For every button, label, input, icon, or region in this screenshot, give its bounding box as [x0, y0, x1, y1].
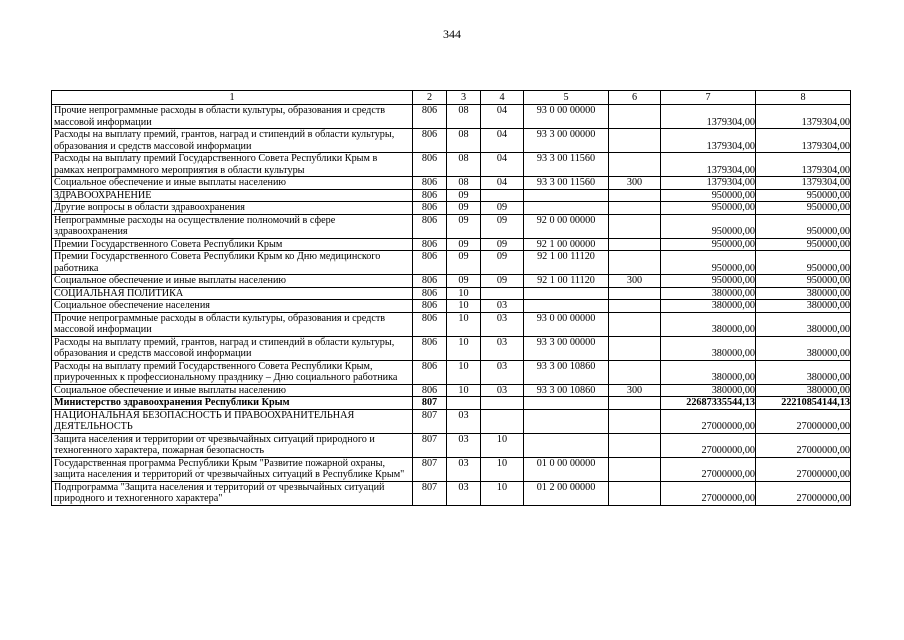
row-name-cell: Социальное обеспечение и иные выплаты населению: [52, 384, 413, 397]
expense-type-cell: [609, 214, 661, 238]
expense-type-cell: [609, 409, 661, 433]
table-row: [52, 287, 851, 300]
admin-code-cell: 806: [413, 336, 447, 360]
row-name-cell: Защита населения и территории от чрезвычайных ситуаций природного и техногенного характера, пожарная безопасность: [52, 433, 413, 457]
target-article-cell: [524, 409, 609, 433]
amount-year2-cell: 950000,00: [756, 238, 851, 251]
amount-year2-cell: 1379304,00: [756, 177, 851, 190]
expense-type-cell: 300: [609, 384, 661, 397]
amount-year2-cell: 27000000,00: [756, 433, 851, 457]
admin-code-cell: 806: [413, 300, 447, 313]
target-article-cell: 92 1 00 00000: [524, 238, 609, 251]
amount-year2-cell: 1379304,00: [756, 129, 851, 153]
section-code-cell: 09: [447, 202, 481, 215]
target-article-cell: 93 3 00 00000: [524, 129, 609, 153]
admin-code-cell: 806: [413, 153, 447, 177]
row-name-cell: Премии Государственного Совета Республики Крым ко Дню медицинского работника: [52, 251, 413, 275]
expense-type-cell: [609, 397, 661, 410]
row-name-cell: НАЦИОНАЛЬНАЯ БЕЗОПАСНОСТЬ И ПРАВООХРАНИТЕЛЬНАЯ ДЕЯТЕЛЬНОСТЬ: [52, 409, 413, 433]
admin-code-cell: 806: [413, 312, 447, 336]
admin-code-cell: 806: [413, 251, 447, 275]
section-code-cell: 03: [447, 481, 481, 505]
subsection-code-cell: 10: [481, 481, 524, 505]
table-row: [52, 129, 851, 153]
column-header: 1: [52, 91, 413, 105]
admin-code-cell: 807: [413, 481, 447, 505]
admin-code-cell: 806: [413, 129, 447, 153]
subsection-code-cell: [481, 397, 524, 410]
section-code-cell: 09: [447, 214, 481, 238]
amount-year1-cell: 950000,00: [661, 251, 756, 275]
subsection-code-cell: [481, 287, 524, 300]
subsection-code-cell: 03: [481, 384, 524, 397]
amount-year2-cell: 950000,00: [756, 251, 851, 275]
section-code-cell: 10: [447, 312, 481, 336]
section-code-cell: 08: [447, 129, 481, 153]
amount-year1-cell: 950000,00: [661, 275, 756, 288]
expense-type-cell: [609, 312, 661, 336]
amount-year1-cell: 950000,00: [661, 214, 756, 238]
subsection-code-cell: 09: [481, 251, 524, 275]
table-row: [52, 433, 851, 457]
subsection-code-cell: 09: [481, 238, 524, 251]
target-article-cell: 93 0 00 00000: [524, 105, 609, 129]
amount-year2-cell: 27000000,00: [756, 409, 851, 433]
target-article-cell: 93 3 00 11560: [524, 153, 609, 177]
row-name-cell: Расходы на выплату премий Государственного Совета Республики Крым, приуроченных к профессиональному празднику – Дню социального работника: [52, 360, 413, 384]
page-number: 344: [443, 27, 461, 41]
amount-year2-cell: 22210854144,13: [756, 397, 851, 410]
expense-type-cell: [609, 300, 661, 313]
subsection-code-cell: 04: [481, 105, 524, 129]
row-name-cell: Подпрограмма "Защита населения и территорий от чрезвычайных ситуаций природного и техногенного характера": [52, 481, 413, 505]
table-row: [52, 105, 851, 129]
table-row: [52, 251, 851, 275]
target-article-cell: 93 0 00 00000: [524, 312, 609, 336]
admin-code-cell: 806: [413, 384, 447, 397]
target-article-cell: 01 2 00 00000: [524, 481, 609, 505]
amount-year2-cell: 1379304,00: [756, 105, 851, 129]
amount-year1-cell: 1379304,00: [661, 177, 756, 190]
expense-type-cell: [609, 189, 661, 202]
amount-year1-cell: 27000000,00: [661, 481, 756, 505]
amount-year1-cell: 380000,00: [661, 312, 756, 336]
column-header: 5: [524, 91, 609, 105]
expense-type-cell: [609, 129, 661, 153]
amount-year1-cell: 1379304,00: [661, 105, 756, 129]
amount-year2-cell: 950000,00: [756, 189, 851, 202]
target-article-cell: 93 3 00 10860: [524, 384, 609, 397]
target-article-cell: 92 1 00 11120: [524, 251, 609, 275]
section-code-cell: 10: [447, 300, 481, 313]
column-header: 3: [447, 91, 481, 105]
section-code-cell: 10: [447, 336, 481, 360]
amount-year1-cell: 380000,00: [661, 360, 756, 384]
table-row: [52, 275, 851, 288]
amount-year2-cell: 380000,00: [756, 384, 851, 397]
amount-year1-cell: 27000000,00: [661, 433, 756, 457]
table-row: [52, 384, 851, 397]
table-row: [52, 238, 851, 251]
admin-code-cell: 806: [413, 189, 447, 202]
expense-type-cell: [609, 153, 661, 177]
row-name-cell: ЗДРАВООХРАНЕНИЕ: [52, 189, 413, 202]
expense-type-cell: [609, 360, 661, 384]
section-code-cell: 09: [447, 238, 481, 251]
table-row: [52, 336, 851, 360]
amount-year1-cell: 380000,00: [661, 287, 756, 300]
section-code-cell: 03: [447, 433, 481, 457]
column-header: 4: [481, 91, 524, 105]
admin-code-cell: 807: [413, 457, 447, 481]
admin-code-cell: 806: [413, 238, 447, 251]
subsection-code-cell: 04: [481, 129, 524, 153]
row-name-cell: Прочие непрограммные расходы в области культуры, образования и средств массовой информации: [52, 312, 413, 336]
column-header: 6: [609, 91, 661, 105]
table-row: [52, 481, 851, 505]
target-article-cell: 92 1 00 11120: [524, 275, 609, 288]
amount-year1-cell: 1379304,00: [661, 153, 756, 177]
row-name-cell: СОЦИАЛЬНАЯ ПОЛИТИКА: [52, 287, 413, 300]
row-name-cell: Социальное обеспечение и иные выплаты населению: [52, 177, 413, 190]
table-row: [52, 397, 851, 410]
column-header: 8: [756, 91, 851, 105]
expense-type-cell: [609, 287, 661, 300]
expense-type-cell: 300: [609, 177, 661, 190]
row-name-cell: Социальное обеспечение и иные выплаты населению: [52, 275, 413, 288]
amount-year2-cell: 380000,00: [756, 360, 851, 384]
subsection-code-cell: 09: [481, 202, 524, 215]
amount-year2-cell: 380000,00: [756, 336, 851, 360]
amount-year1-cell: 950000,00: [661, 189, 756, 202]
section-code-cell: 10: [447, 360, 481, 384]
table-row: [52, 300, 851, 313]
section-code-cell: 10: [447, 384, 481, 397]
target-article-cell: [524, 189, 609, 202]
subsection-code-cell: 10: [481, 457, 524, 481]
target-article-cell: 93 3 00 00000: [524, 336, 609, 360]
amount-year1-cell: 950000,00: [661, 238, 756, 251]
target-article-cell: 93 3 00 11560: [524, 177, 609, 190]
amount-year2-cell: 380000,00: [756, 300, 851, 313]
amount-year1-cell: 1379304,00: [661, 129, 756, 153]
table-row: [52, 202, 851, 215]
target-article-cell: [524, 202, 609, 215]
subsection-code-cell: 03: [481, 336, 524, 360]
row-name-cell: Государственная программа Республики Крым "Развитие пожарной охраны, защита населения и территорий от чрезвычайных ситуаций в Республике Крым": [52, 457, 413, 481]
amount-year1-cell: 380000,00: [661, 384, 756, 397]
amount-year2-cell: 27000000,00: [756, 457, 851, 481]
expense-type-cell: [609, 457, 661, 481]
section-code-cell: 08: [447, 153, 481, 177]
subsection-code-cell: [481, 189, 524, 202]
row-name-cell: Министерство здравоохранения Республики Крым: [52, 397, 413, 410]
table-row: [52, 409, 851, 433]
section-code-cell: 09: [447, 189, 481, 202]
expense-type-cell: 300: [609, 275, 661, 288]
target-article-cell: [524, 300, 609, 313]
expense-type-cell: [609, 433, 661, 457]
target-article-cell: [524, 397, 609, 410]
amount-year1-cell: 22687335544,13: [661, 397, 756, 410]
admin-code-cell: 807: [413, 409, 447, 433]
admin-code-cell: 806: [413, 202, 447, 215]
section-code-cell: 03: [447, 457, 481, 481]
amount-year1-cell: 380000,00: [661, 336, 756, 360]
expense-type-cell: [609, 202, 661, 215]
subsection-code-cell: 10: [481, 433, 524, 457]
subsection-code-cell: 09: [481, 275, 524, 288]
section-code-cell: 10: [447, 287, 481, 300]
amount-year1-cell: 27000000,00: [661, 409, 756, 433]
subsection-code-cell: 04: [481, 177, 524, 190]
expense-type-cell: [609, 105, 661, 129]
amount-year2-cell: 1379304,00: [756, 153, 851, 177]
section-code-cell: 03: [447, 409, 481, 433]
table-row: [52, 360, 851, 384]
column-header: 7: [661, 91, 756, 105]
expense-type-cell: [609, 336, 661, 360]
admin-code-cell: 806: [413, 287, 447, 300]
table-row: [52, 214, 851, 238]
row-name-cell: Расходы на выплату премий Государственного Совета Республики Крым в рамках непрограммного мероприятия в области культуры: [52, 153, 413, 177]
row-name-cell: Другие вопросы в области здравоохранения: [52, 202, 413, 215]
amount-year2-cell: 27000000,00: [756, 481, 851, 505]
amount-year1-cell: 950000,00: [661, 202, 756, 215]
column-header: 2: [413, 91, 447, 105]
subsection-code-cell: 09: [481, 214, 524, 238]
subsection-code-cell: 04: [481, 153, 524, 177]
amount-year2-cell: 380000,00: [756, 287, 851, 300]
subsection-code-cell: 03: [481, 360, 524, 384]
section-code-cell: 08: [447, 177, 481, 190]
table-row: [52, 457, 851, 481]
section-code-cell: 09: [447, 275, 481, 288]
amount-year2-cell: 380000,00: [756, 312, 851, 336]
row-name-cell: Расходы на выплату премий, грантов, наград и стипендий в области культуры, образования и средств массовой информации: [52, 129, 413, 153]
amount-year2-cell: 950000,00: [756, 275, 851, 288]
table-row: [52, 312, 851, 336]
target-article-cell: 01 0 00 00000: [524, 457, 609, 481]
target-article-cell: 92 0 00 00000: [524, 214, 609, 238]
row-name-cell: Расходы на выплату премий, грантов, наград и стипендий в области культуры, образования и средств массовой информации: [52, 336, 413, 360]
table-header-row: [52, 91, 851, 105]
table-row: [52, 177, 851, 190]
target-article-cell: 93 3 00 10860: [524, 360, 609, 384]
expense-type-cell: [609, 238, 661, 251]
target-article-cell: [524, 287, 609, 300]
admin-code-cell: 806: [413, 177, 447, 190]
row-name-cell: Социальное обеспечение населения: [52, 300, 413, 313]
section-code-cell: 08: [447, 105, 481, 129]
subsection-code-cell: [481, 409, 524, 433]
admin-code-cell: 806: [413, 275, 447, 288]
admin-code-cell: 807: [413, 433, 447, 457]
admin-code-cell: 806: [413, 105, 447, 129]
section-code-cell: 09: [447, 251, 481, 275]
subsection-code-cell: 03: [481, 300, 524, 313]
amount-year1-cell: 27000000,00: [661, 457, 756, 481]
admin-code-cell: 806: [413, 214, 447, 238]
admin-code-cell: 806: [413, 360, 447, 384]
amount-year2-cell: 950000,00: [756, 202, 851, 215]
section-code-cell: [447, 397, 481, 410]
amount-year2-cell: 950000,00: [756, 214, 851, 238]
table-row: [52, 153, 851, 177]
row-name-cell: Премии Государственного Совета Республики Крым: [52, 238, 413, 251]
target-article-cell: [524, 433, 609, 457]
budget-table: [51, 90, 851, 506]
amount-year1-cell: 380000,00: [661, 300, 756, 313]
table-row: [52, 189, 851, 202]
row-name-cell: Непрограммные расходы на осуществление полномочий в сфере здравоохранения: [52, 214, 413, 238]
subsection-code-cell: 03: [481, 312, 524, 336]
expense-type-cell: [609, 481, 661, 505]
expense-type-cell: [609, 251, 661, 275]
admin-code-cell: 807: [413, 397, 447, 410]
row-name-cell: Прочие непрограммные расходы в области культуры, образования и средств массовой информации: [52, 105, 413, 129]
